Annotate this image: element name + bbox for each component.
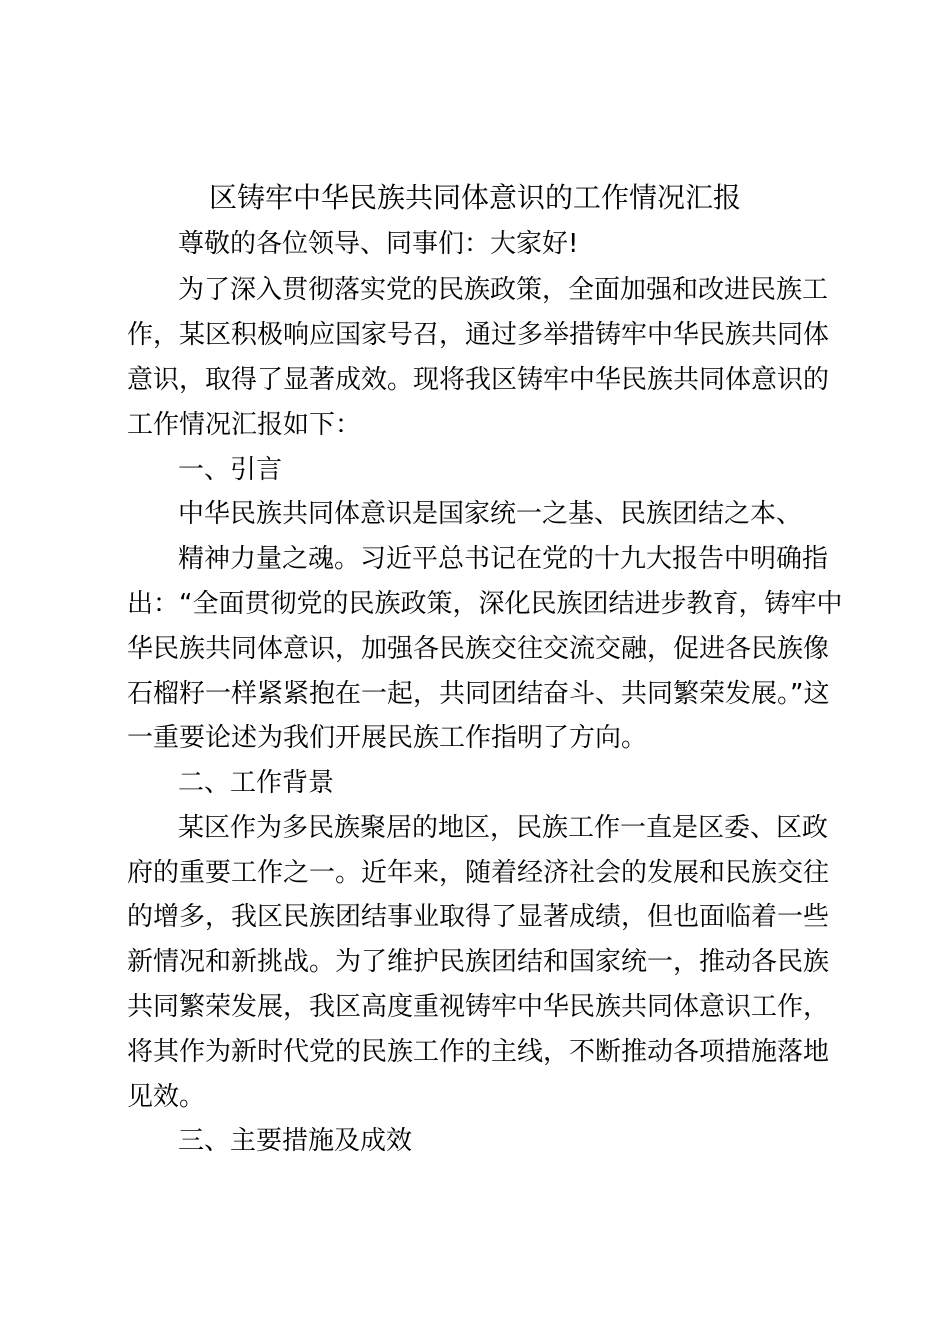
section2-line: 某区作为多民族聚居的地区，民族工作一直是区委、区政 [178, 813, 829, 843]
section2-line: 新情况和新挑战。为了维护民族团结和国家统一，推动各民族 [127, 947, 830, 977]
section1-line: 一重要论述为我们开展民族工作指明了方向。 [127, 723, 648, 753]
document-title: 区铸牢中华民族共同体意识的工作情况汇报 [208, 181, 741, 214]
intro-line: 意识，取得了显著成效。现将我区铸牢中华民族共同体意识的 [127, 365, 830, 395]
intro-line: 工作情况汇报如下： [127, 410, 362, 440]
intro-line: 为了深入贯彻落实党的民族政策，全面加强和改进民族工 [178, 275, 829, 305]
section1-line: 出：“全面贯彻党的民族政策，深化民族团结进步教育，铸牢中 [127, 589, 843, 619]
section1-line: 中华民族共同体意识是国家统一之基、民族团结之本、 [178, 499, 803, 529]
section-heading-intro: 一、引言 [178, 455, 283, 485]
section1-line: 华民族共同体意识，加强各民族交往交流交融，促进各民族像 [127, 634, 830, 664]
section2-line: 共同繁荣发展，我区高度重视铸牢中华民族共同体意识工作， [127, 992, 830, 1022]
section2-line: 见效。 [127, 1082, 206, 1112]
intro-line: 作，某区积极响应国家号召，通过多举措铸牢中华民族共同体 [127, 320, 830, 350]
greeting: 尊敬的各位领导、同事们：大家好! [178, 229, 579, 259]
section2-line: 府的重要工作之一。近年来，随着经济社会的发展和民族交往 [127, 858, 830, 888]
section2-line: 将其作为新时代党的民族工作的主线，不断推动各项措施落地 [127, 1037, 830, 1067]
section-heading-measures: 三、主要措施及成效 [178, 1126, 413, 1156]
section1-line: 石榴籽一样紧紧抱在一起，共同团结奋斗、共同繁荣发展。”这 [127, 679, 830, 709]
section-heading-background: 二、工作背景 [178, 768, 335, 798]
section1-line: 精神力量之魂。习近平总书记在党的十九大报告中明确指 [178, 544, 829, 574]
section2-line: 的增多，我区民族团结事业取得了显著成绩，但也面临着一些 [127, 902, 830, 932]
